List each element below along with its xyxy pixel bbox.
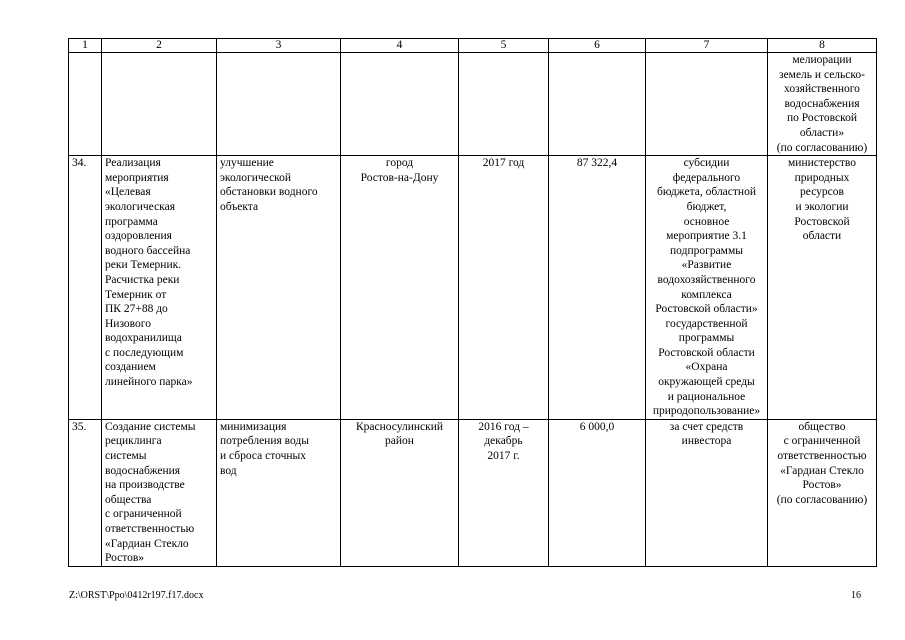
table-cell [646,53,768,156]
continuation-row [69,53,877,156]
measure-name: Реализация мероприятия «Целевая экологическая программа оздоровления водного бассейна реки Темерник. Расчистка реки Темерник от ПК 27+88 до Низового водохранилища с последующим созданием линейного парка» [102,156,217,420]
table-row [69,156,877,420]
page-number: 16 [851,590,861,601]
measure-period: 2016 год – декабрь 2017 г. [459,419,549,566]
file-path: Z:\ORST\Ppo\0412r197.f17.docx [69,590,204,601]
row-number: 35. [69,419,102,566]
measure-goal: улучшение экологической обстановки водного объекта [217,156,341,420]
row-number: 34. [69,156,102,420]
table-cell [69,53,102,156]
measure-place: Красносулинский район [341,419,459,566]
measure-goal: минимизация потребления воды и сброса сточных вод [217,419,341,566]
table-cell [549,53,646,156]
measure-name: Создание системы рециклинга системы водоснабжения на производстве общества с ограниченной ответственностью «Гардиан Стекло Ростов» [102,419,217,566]
table-cell [459,53,549,156]
executor-cell: общество с ограниченной ответственностью «Гардиан Стекло Ростов» (по согласованию) [768,419,877,566]
table-cell [217,53,341,156]
column-number: 8 [768,39,877,53]
column-number: 4 [341,39,459,53]
funding-source: субсидии федерального бюджета, областной бюджет, основное мероприятие 3.1 подпрограммы «Развитие водохозяйственного комплекса Ростовской области» государственной программы Ростовской области «Охрана окружающей среды и рациональное природопользование» [646,156,768,420]
measure-amount: 87 322,4 [549,156,646,420]
column-number: 6 [549,39,646,53]
table-cell [102,53,217,156]
column-number: 7 [646,39,768,53]
funding-source: за счет средств инвестора [646,419,768,566]
measure-amount: 6 000,0 [549,419,646,566]
column-number-row [69,39,877,53]
column-number: 1 [69,39,102,53]
column-number: 2 [102,39,217,53]
executor-cell: министерство природных ресурсов и экологии Ростовской области [768,156,877,420]
table-row [69,419,877,566]
column-number: 3 [217,39,341,53]
column-number: 5 [459,39,549,53]
executor-cell: мелиорации земель и сельско- хозяйственного водоснабжения по Ростовской области» (по согласованию) [768,53,877,156]
measures-table [68,38,877,567]
table-cell [341,53,459,156]
measure-period: 2017 год [459,156,549,420]
measure-place: город Ростов-на-Дону [341,156,459,420]
